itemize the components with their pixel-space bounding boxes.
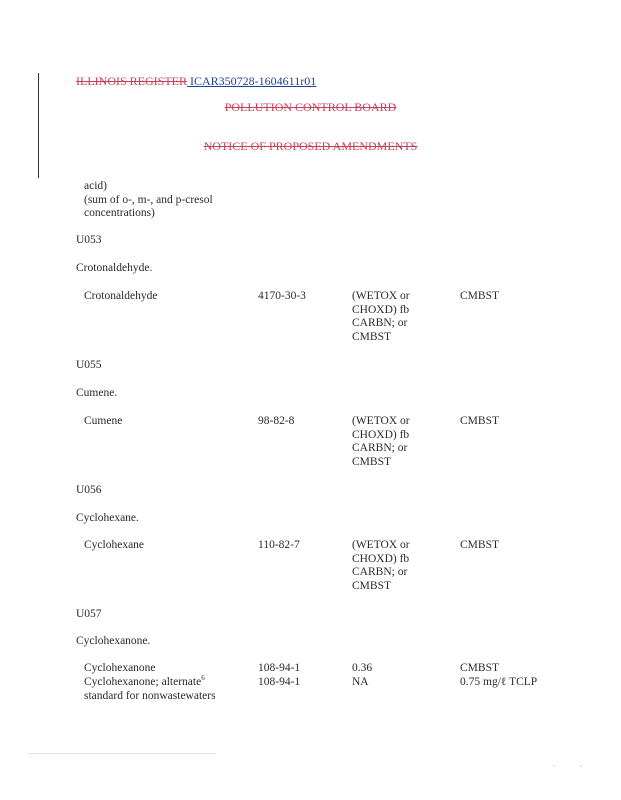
constituent-name-continued: standard for nonwastewaters [84,690,216,702]
board-title: POLLUTION CONTROL BOARD [224,100,397,114]
register-title-struck: ILLINOIS REGISTER [76,74,187,88]
waste-code: U053 [76,234,102,246]
nonwastewater-standard: CMBST [460,662,499,674]
section-title: Crotonaldehyde. [76,262,153,274]
constituent-name-text: Cyclohexanone; alternate [84,676,202,688]
scan-speck [580,765,582,767]
nonwastewater-standard: CMBST [460,415,499,427]
cas-number: 4170-30-3 [258,290,306,302]
document-id-link[interactable]: ICAR350728-1604611r01 [187,74,317,88]
constituent-name [84,676,205,688]
cas-number: 98-82-8 [258,415,295,427]
revision-change-bar [38,73,39,178]
section-title: Cumene. [76,387,118,399]
nonwastewater-standard: 0.75 mg/ℓ TCLP [460,676,538,688]
nonwastewater-standard: CMBST [460,539,499,551]
waste-code: U055 [76,359,102,371]
constituent-name: Cyclohexane [84,539,145,551]
wastewater-standard: (WETOX or CHOXD) fb CARBN; or CMBST [352,290,410,343]
footer-rule [28,753,216,754]
footnote-marker: 6 [201,674,205,683]
constituent-name: Cumene [84,415,123,427]
cas-number: 110-82-7 [258,539,300,551]
section-title: Cyclohexanone. [76,635,151,647]
register-header [76,74,316,89]
scan-speck [553,765,555,767]
wastewater-standard: 0.36 [352,662,373,674]
continuation-text: acid) (sum of o-, m-, and p-cresol concentrations) [84,180,213,219]
wastewater-standard: (WETOX or CHOXD) fb CARBN; or CMBST [352,539,410,592]
cas-number: 108-94-1 [258,662,301,674]
section-title: Cyclohexane. [76,512,139,524]
nonwastewater-standard: CMBST [460,290,499,302]
notice-title: NOTICE OF PROPOSED AMENDMENTS [203,139,418,153]
constituent-name: Crotonaldehyde [84,290,158,302]
cas-number: 108-94-1 [258,676,301,688]
waste-code: U056 [76,484,102,496]
wastewater-standard: NA [352,676,369,688]
waste-code: U057 [76,608,102,620]
constituent-name: Cyclohexanone [84,662,156,674]
wastewater-standard: (WETOX or CHOXD) fb CARBN; or CMBST [352,415,410,468]
